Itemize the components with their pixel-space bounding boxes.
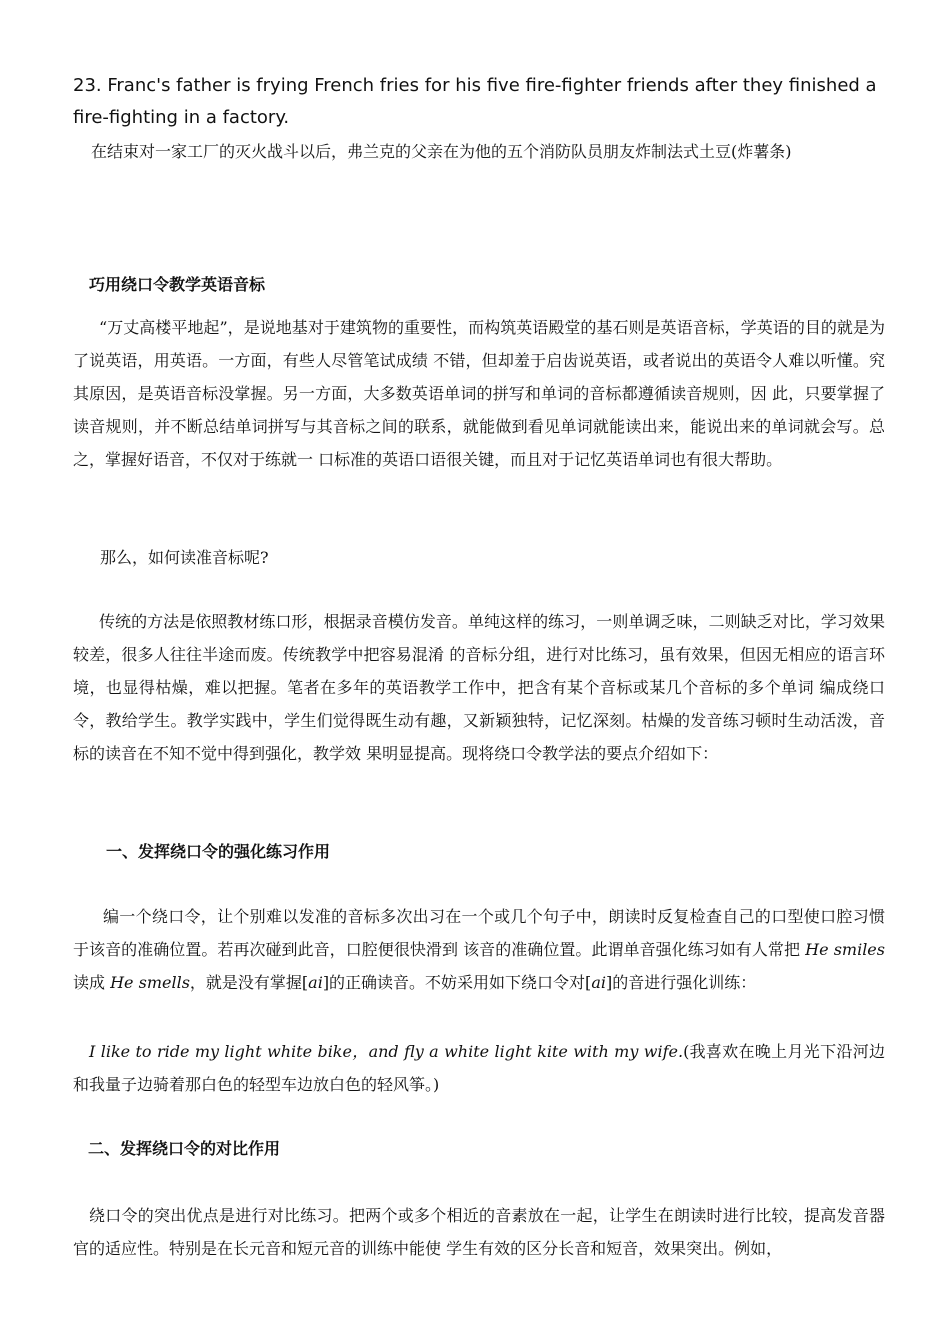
phonetic-ai-2: ai xyxy=(591,973,606,992)
section-1-text-e: ]的音进行强化训练： xyxy=(605,973,757,992)
article-title: 巧用绕口令教学英语音标 xyxy=(89,275,266,294)
section-1-paragraph xyxy=(73,900,885,999)
tongue-twister-chinese: (我喜欢在晚上月光下沿河边和我量子边骑着那白色的轻型车边放白色的轻风筝。) xyxy=(73,1042,885,1094)
tongue-twister-example xyxy=(73,1035,885,1101)
section-1-text-b: 读成 xyxy=(73,973,111,992)
sentence-23-english: 23. Franc's father is frying French fries for his five fire-fighter friends after they finished a fire-fighting in a factory. xyxy=(73,75,877,128)
section-1-heading: 一、发挥绕口令的强化练习作用 xyxy=(106,842,331,861)
sentence-23-chinese: 在结束对一家工厂的灭火战斗以后，弗兰克的父亲在为他的五个消防队员朋友炸制法式土豆(炸薯条) xyxy=(91,142,792,161)
question-paragraph: 那么，如何读准音标呢? xyxy=(100,548,269,567)
example-he-smiles: He smiles xyxy=(805,940,885,959)
tongue-twister-english: I like to ride my light white bike，and fly a white light kite with my wife. xyxy=(89,1042,684,1061)
section-1-text-d: ]的正确读音。不妨采用如下绕口令对[ xyxy=(322,973,592,992)
intro-paragraph: “万丈高楼平地起”，是说地基对于建筑物的重要性，而构筑英语殿堂的基石则是英语音标，学英语的目的就是为了说英语，用英语。一方面，有些人尽管笔试成绩 不错，但却羞于启齿说英语，或者说出的英语令人难以听懂。究其原因，是英语音标没掌握。另一方面，大多数英语单词的拼写和单词的音标都遵循读音规则，因 此，只要掌握了读音规则，并不断总结单词拼写与其音标之间的联系，就能做到看见单词就能读出来，能说出来的单词就会写。总之，掌握好语音，不仅对于练就一 口标准的英语口语很关键，而且对于记忆英语单词也有很大帮助。 xyxy=(73,318,885,469)
section-2-paragraph: 绕口令的突出优点是进行对比练习。把两个或多个相近的音素放在一起，让学生在朗读时进行比较，提高发音器官的适应性。特别是在长元音和短元音的训练中能使 学生有效的区分长音和短音，效果突出。例如， xyxy=(73,1206,885,1258)
section-1-text-a: 编一个绕口令，让个别难以发准的音标多次出习在一个或几个句子中，朗读时反复检查自己的口型使口腔习惯于该音的准确位置。若再次碰到此音，口腔便很快滑到 该音的准确位置。此谓单音强化练习如有人常把 xyxy=(73,907,885,959)
example-he-smells: He smells xyxy=(110,973,190,992)
section-2-heading: 二、发挥绕口令的对比作用 xyxy=(88,1139,281,1158)
section-1-text-c: ，就是没有掌握[ xyxy=(189,973,309,992)
traditional-method-paragraph: 传统的方法是依照教材练口形，根据录音模仿发音。单纯这样的练习，一则单调乏味，二则缺乏对比，学习效果较差，很多人往往半途而废。传统教学中把容易混淆 的音标分组，进行对比练习，虽有效果，但因无相应的语言环境，也显得枯燥，难以把握。笔者在多年的英语教学工作中，把含有某个音标或某几个音标的多个单词 编成绕口令，教给学生。教学实践中，学生们觉得既生动有趣，又新颖独特，记忆深刻。枯燥的发音练习顿时生动活泼，音标的读音在不知不觉中得到强化，教学效 果明显提高。现将绕口令教学法的要点介绍如下： xyxy=(73,612,885,763)
phonetic-ai: ai xyxy=(308,973,323,992)
